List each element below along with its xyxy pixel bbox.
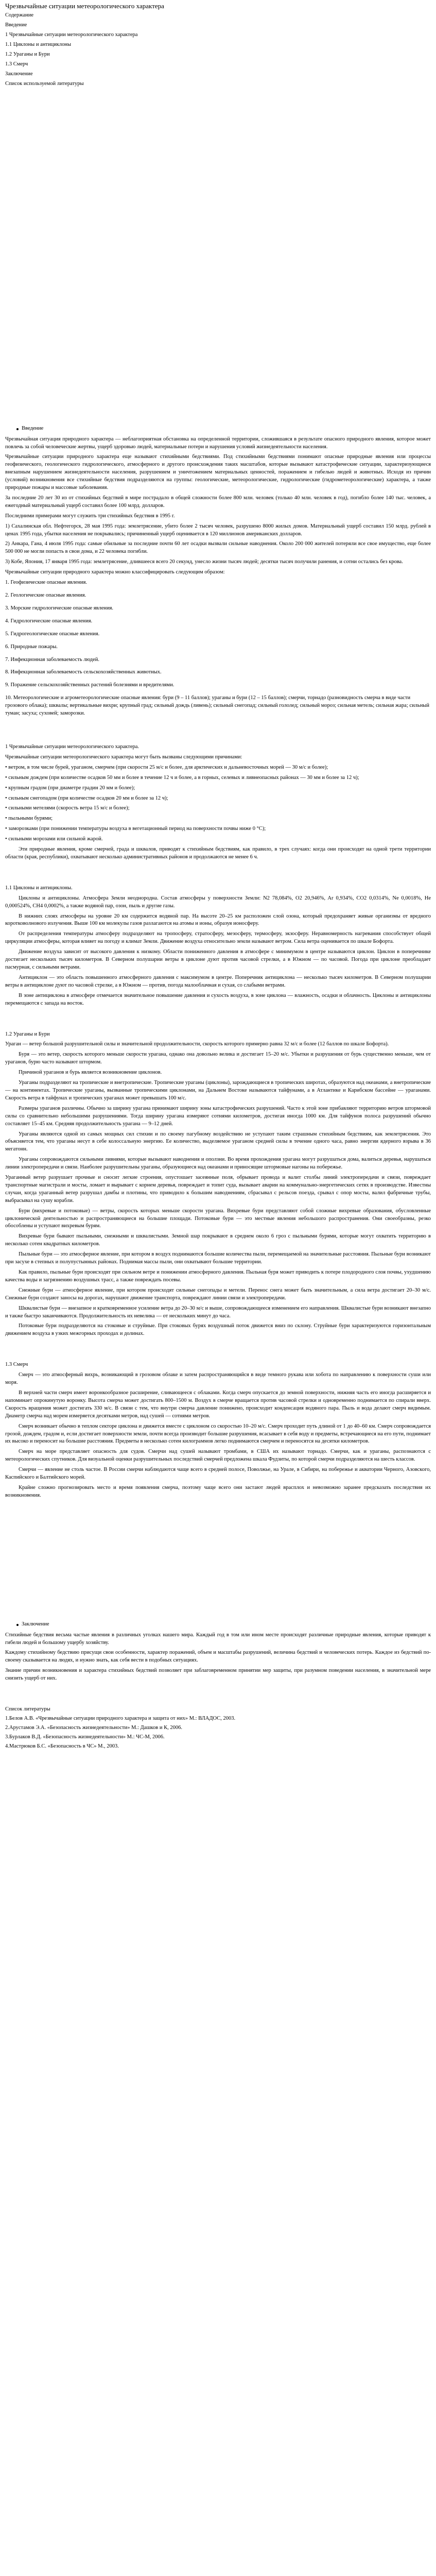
toc-item[interactable]: 1.2 Ураганы и Бури	[5, 52, 50, 58]
toc-item[interactable]: Заключение	[5, 71, 33, 77]
paragraph: Антициклон — это область повышенного атмосферного давления с максимумом в центре. Поперечник антициклона — несколько тысяч километров. В Северном полушарии ветры в антициклоне дуют по часовой стрелке, а в Южном — против, погода малооблачная и сухая, со слабыми ветрами.	[5, 974, 431, 988]
blank-space	[5, 95, 431, 425]
paragraph: Стихийные бедствия весьма частые явления в различных уголках нашего мира. Каждый год в том или ином месте происходят различные природные явления, которые приводят к гибели людей и большому ущербу хозяйству.	[5, 1632, 431, 1646]
paragraph: • крупным градом (при диаметре градин 20 мм и более);	[5, 785, 135, 791]
paragraph: Крайне сложно прогнозировать место и время появления смерча, поэтому чаще всего они застают людей врасплох и невозможно заранее предсказать последствия их возникновения.	[5, 1484, 431, 1498]
list-item: 5. Гидрогеологические опасные явления.	[5, 631, 100, 637]
paragraph: Ураганы являются одной из самых мощных сил стихии и по своему пагубному воздействию не уступают таким страшным стихийным бедствиям, как землетрясения. Это объясняется тем, что ураганы несут в себе колоссальную энергию. Ее количество, выделяемое ураганом средней силы в течение одного часа, равно энергии ядерного взрыва в 36 мегатонн.	[5, 1131, 431, 1153]
list-item: 8. Инфекционная заболеваемость сельскохозяйственных животных.	[5, 669, 162, 675]
paragraph: Каждому стихийному бедствию присущи свои особенности, характер поражений, объем и масштабы разрушений, величина бедствий и человеческих потерь. Каждое из бедствий по-своему сказывается на людях, и нужно знать, как себя вести в подобных ситуациях.	[5, 1650, 431, 1664]
paragraph: 2) Анкара, Гана, 4 июля 1995 года: самые обильные за последние почти 60 лет осадки вызвали сильные наводнения. Около 200 000 жителей потеряли все свое имущество, еще более 500 000 не могли попасть в свои дома, и 22 человека погибли.	[5, 541, 431, 555]
paragraph: Шквалистые бури — внезапное и кратковременное усиление ветра до 20–30 м/с и выше, сопровождающееся изменением его направления. Шквалистые бури возникают внезапно и также быстро заканчиваются. Продолжительность их невелика — от нескольких минут до часа.	[5, 1305, 431, 1319]
reference-item: 2.Арустамов Э.А. «Безопасность жизнедеятельности» М.: Дашков и К, 2006.	[5, 1724, 182, 1731]
list-item: 4. Гидрологические опасные явления.	[5, 618, 93, 624]
blank-space	[5, 1010, 431, 1031]
paragraph: Смерч на море представляет опасность для судов. Смерчи над сушей называют тромбами, в США их называют торнадо. Смерчи, как и ураганы, распознаются с метеорологических спутников. Для визуальной оценки разрушительных последствий смерчей предложена шкала Фудзиты, по которой смерчи подразделяются на шесть классов.	[5, 1449, 431, 1463]
paragraph: Буря — это ветер, скорость которого меньше скорости урагана, однако она довольно велика и достигает 15–20 м/с. Убытки и разрушения от бурь существенно меньше, чем от ураганов, бурю часто называют штормом.	[5, 1052, 431, 1065]
paragraph: 1) Сахалинская обл. Нефтегорск, 28 мая 1995 года: землетрясение, убито более 2 тысяч человек, разрушено 8000 жилых домов. Материальный ущерб составил 150 млрд. рублей в ценах 1995 года, убытки населения не покрывались; причиненный ущерб оценивается в 120 миллионов американских долларов.	[5, 523, 431, 537]
blank-space	[5, 1502, 431, 1621]
paragraph: • заморозками (при понижении температуры воздуха в вегетационный период на поверхности почвы ниже 0 °С);	[5, 826, 266, 832]
list-item: 7. Инфекционная заболеваемость людей.	[5, 656, 100, 663]
toc-item[interactable]: 1.3 Смерч	[5, 61, 28, 67]
paragraph: Размеры ураганов различны. Обычно за ширину урагана принимают ширину зоны катастрофических разрушений. Часто к этой зоне прибавляют территорию ветров штормовой силы со сравнительно небольшими разрушениями. Тогда ширину урагана измеряют сотнями километров, достигая иногда 1000 км. Для тайфунов полоса разрушений обычно составляет 15–45 км. Средняя продолжительность урагана — 9–12 дней.	[5, 1105, 431, 1127]
paragraph: За последние 20 лет 30 из от стихийных бедствий в мире пострадало в общей сложности более 800 млн. человек (только 40 млн. человек в год), погибло более 140 тыс. человек, а ежегодный материальный ущерб составил более 100 млрд. долларов.	[5, 495, 431, 509]
paragraph: Смерчи — явление не столь частое. В России смерчи наблюдаются чаще всего в средней полосе, Поволжье, на Урале, в Сибири, на побережье и акватории Черного, Азовского, Каспийского и Балтийского морей.	[5, 1467, 431, 1481]
paragraph: Потоковые бури подразделяются на стоковые и струйные. При стоковых бурях воздушный поток движется вниз по склону. Струйные бури характеризуются горизонтальным движением воздуха в узких межгорных проходах и долинах.	[5, 1323, 431, 1337]
paragraph: Ураганы сопровождаются сильными ливнями, которые вызывают наводнения и оползни. Во время прохождения урагана могут разрушаться дома, валиться деревья, нарушаться линии электропередачи и связи. Наиболее разрушительны ураганы, образующиеся над океанами и приносящие штормовые нагоны на побережье.	[5, 1157, 431, 1171]
paragraph: Смерч — это атмосферный вихрь, возникающий в грозовом облаке и затем распространяющийся в виде темного рукава или хобота по направлению к поверхности суши или моря.	[5, 1372, 431, 1386]
paragraph: Смерч возникает обычно в теплом секторе циклона и движется вместе с циклоном со скоростью 10–20 м/с. Смерч проходит путь длиной от 1 до 40–60 км. Смерч сопровождается грозой, дождем, градом и, если достигает поверхности земли, почти всегда производит большие разрушения, всасывает в себя воду и предметы, встречающиеся на его пути, поднимает их высоко и переносит на большие расстояния. Предметы в несколько сотен килограммов легко поднимаются смерчем и переносятся на десятки километров.	[5, 1423, 431, 1445]
paragraph: Знание причин возникновения и характера стихийных бедствий позволяет при заблаговременном принятии мер защиты, при разумном поведении населения, в значительной мере снизить ущерб от них.	[5, 1668, 431, 1682]
paragraph: Движение воздуха зависит от высокого давления к низкому. Области пониженного давления в атмосфере с минимумом в центре называются циклон. Циклон в поперечнике достигает нескольких тысяч километров. В Северном полушарии ветры в циклоне дуют против часовой стрелки, а в Южном — по часовой. Погода при циклоне преобладает пасмурная, с сильными ветрами.	[5, 949, 431, 971]
paragraph: Причиной ураганов и бурь является возникновение циклонов.	[19, 1070, 162, 1076]
toc-item[interactable]: Список используемой литературы	[5, 80, 84, 87]
bullet-icon	[16, 1624, 19, 1626]
paragraph: Чрезвычайные ситуации метеорологического характера могут быть вызваны следующими причинами:	[5, 754, 242, 760]
paragraph: • сильными морозами или сильной жарой.	[5, 836, 103, 842]
toc-item[interactable]: Введение	[5, 22, 27, 28]
toc-item[interactable]: 1.1 Циклоны и антициклоны	[5, 42, 72, 48]
paragraph: 3) Кобе, Япония, 17 января 1995 года: землетрясение, длившееся всего 20 секунд, унесло жизни тысяч людей; десятки тысяч получили ранения, и сотни остались без крова.	[5, 559, 403, 565]
document-title: Чрезвычайные ситуации метеорологического характера	[5, 2, 164, 10]
blank-space	[5, 1685, 431, 1706]
list-item: 9. Поражение сельскохозяйственных растений болезнями и вредителями.	[5, 682, 175, 688]
paragraph: Чрезвычайная ситуация природного характера — неблагоприятная обстановка на определенной территории, сложившаяся в результате опасного природного явления, которое может повлечь за собой человеческие жертвы, ущерб здоровью людей, материальные потери и нарушения условий жизнедеятельности населения.	[5, 436, 431, 450]
conclusion-heading	[5, 1621, 431, 1629]
reference-item: 1.Белов А.В. «Чрезвычайные ситуации природного характера и защита от них» М.: ВЛАДОС, 2003.	[5, 1716, 236, 1722]
blank-space	[5, 1341, 431, 1361]
paragraph: Ураганы подразделяют на тропические и внетропические. Тропические ураганы (циклоны), зарождающиеся в тропических широтах, образуются над океанами, а внетропические — на континентах. Тропические ураганы, вызванные тропическими циклонами, на Дальнем Востоке называются тайфунами, а в Атлантике и Карибском бассейне — ураганами. Скорость ветра в тайфунах и тропических ураганах может превышать 100 м/с.	[5, 1080, 431, 1101]
paragraph: Бури (вихревые и потоковые) — ветры, скорость которых меньше скорости урагана. Вихревые бури представляют собой сложные вихревые образования, обусловленные циклонической деятельностью и распространяющиеся на большие площади. Потоковые бури — это местные явления небольшого распространения. Они своеобразны, резко обособлены и уступают вихревым бурям.	[5, 1208, 431, 1229]
paragraph: Ураганный ветер разрушает прочные и сносит легкие строения, опустошает засеянные поля, обрывает провода и валит столбы линий электропередачи и связи, повреждает транспортные магистрали и мосты, ломает и вырывает с корнем деревья, повреждает и топит суда, вызывает аварии на коммунально-энергетических сетях в производстве. Известны случаи, когда ураганный ветер разрушал дамбы и плотины, что приводило к большим наводнениям, сбрасывал с рельсов поезда, срывал с опор мосты, валил фабричные трубы, выбрасывал на сушу корабли.	[5, 1175, 431, 1204]
paragraph: Пыльные бури — это атмосферное явление, при котором в воздух поднимаются большие количества пыли, перемещаемой на значительные расстояния. Пыльные бури возникают при засухе в степных и полупустынных районах. Поднимая массы пыли, они охватывают большие территории.	[5, 1251, 431, 1265]
reference-item: 3.Бурлаков В.Д. «Безопасность жизнедеятельности» М.: ЧС-М, 2006.	[5, 1734, 165, 1740]
paragraph: Чрезвычайные ситуации природного характера можно классифицировать следующим образом:	[5, 569, 225, 575]
blank-space	[5, 723, 431, 743]
paragraph: • пыльными бурями;	[5, 816, 53, 822]
paragraph: Последними примерами могут служить три стихийных бедствия в 1995 г.	[5, 513, 175, 519]
chapter-heading: 1 Чрезвычайные ситуации метеорологического характера.	[5, 743, 139, 750]
list-item: 3. Морские гидрологические опасные явления.	[5, 605, 114, 611]
section-heading: 1.3 Смерч	[5, 1362, 28, 1368]
paragraph: Как правило, пыльные бури происходят при сильном ветре и понижении атмосферного давления. Пыльная буря может приводить к потере плодородного слоя почвы, ухудшению качества воды и загрязнению воздушных трасс, а также повреждать посевы.	[5, 1269, 431, 1283]
paragraph: Ураган — ветер большой разрушительной силы и значительной продолжительности, скорость которого примерно равна 32 м/с и более (12 баллов по шкале Бофорта).	[5, 1041, 389, 1047]
intro-heading-text: Введение	[22, 425, 44, 431]
paragraph: • сильным снегопадом (при количестве осадков 20 мм и более за 12 ч);	[5, 795, 168, 801]
list-item: 6. Природные пожары.	[5, 643, 58, 650]
blank-space	[5, 864, 431, 885]
section-heading: 1.1 Циклоны и антициклоны.	[5, 885, 73, 891]
paragraph: В нижних слоях атмосферы на уровне 20 км содержится водяной пар. На высоте 20–25 км расположен слой озона, который предохраняет живые организмы от вредного коротковолнового излучения. Выше 100 км молекулы газов разлагаются на атомы и ионы, образуя ионосферу.	[5, 913, 431, 927]
paragraph: Циклоны и антициклоны. Атмосфера Земли неоднородна. Состав атмосферы у поверхности Земли: N2 78,084%, O2 20,946%, Ar 0,934%, CO2 0,0314%, Ne 0,0018%, He 0,000524%, CH4 0,0002%, а также водяной пар, озон, пыль и другие газы.	[5, 895, 431, 909]
paragraph: В зоне антициклона в атмосфере отмечается значительное повышение давления и сухость воздуха, в зоне циклона — влажность, осадки и облачность. Циклоны и антициклоны перемещаются с запада на восток.	[5, 992, 431, 1006]
list-item: 2. Геологические опасные явления.	[5, 592, 86, 599]
table-of-contents	[5, 12, 431, 88]
paragraph: • ветром, в том числе бурей, ураганом, смерчем (при скорости 25 м/с и более, для арктических и дальневосточных морей — 30 м/с и более);	[5, 764, 328, 770]
section-heading: 1.2 Ураганы и Бури	[5, 1031, 50, 1037]
paragraph: Снежные бури — атмосферное явление, при котором происходят сильные снегопады и метели. Перенос снега может быть значительным, а сила ветра достигает 20–30 м/с. Снежные бури создают заносы на дорогах, нарушают движение транспорта, повреждают линии связи и электропередачи.	[5, 1287, 431, 1301]
paragraph: От распределения температуры атмосферу подразделяют на тропосферу, стратосферу, мезосферу, термосферу, экзосферу. Неравномерность нагревания способствует общей циркуляции атмосферы, которая влияет на погоду и климат Земли. Движение воздуха относительно земли называют ветром. Сила ветра оценивается по шкале Бофорта.	[5, 931, 431, 945]
paragraph: Чрезвычайные ситуации природного характера еще называют стихийными бедствиями. Под стихийными бедствиями понимают опасные природные явления или процессы геофизического, геологического гидрологического, атмосферного и другого происхождения таких масштабов, которые вызывают катастрофические ситуации, характеризующиеся внезапным нарушением жизнедеятельности населения, разрушением и уничтожением материальных ценностей, поражением и гибелью людей и животных. Исходя из причин (условий) возникновения все стихийные бедствия подразделяются на группы: геологические, метеорологические, гидрологические (гидрометеорологические) характера, а также природные пожары и массовые заболевания.	[5, 454, 431, 491]
list-item: 1. Геофизические опасные явления.	[5, 580, 88, 586]
list-item: 10. Метеорологические и агрометеорологические опасные явления: бури (9 – 11 баллов); ураганы и бури (12 – 15 баллов); смерчи, торнадо (разновидность смерча в виде части грозового облака); шквалы; вертикальные вихри; крупный град; сильный дождь (ливень); сильный снегопад; сильный гололед; сильный мороз; сильная метель; сильная жара; сильный туман; засуха; суховей; заморозки.	[5, 695, 429, 717]
paragraph: Эти природные явления, кроме смерчей, града и шквалов, приводят к стихийным бедствиям, как правило, в трех случаях: когда они происходят на одной трети территории области (края, республики), охватывают несколько административных районов и продолжаются не менее 6 ч.	[5, 846, 431, 860]
references	[5, 1706, 431, 1751]
paragraph: • сильным дождем (при количестве осадков 50 мм и более в течение 12 ч и более, а в горных, селевых и ливнеопасных районах — 30 мм и более за 12 ч);	[5, 774, 359, 781]
paragraph: В верхней части смерч имеет воронкообразное расширение, сливающееся с облаками. Когда смерч опускается до земной поверхности, нижняя часть его иногда расширяется и напоминает опрокинутую воронку. Высота смерча может достигать 800–1500 м. Воздух в смерче вращается против часовой стрелки и одновременно поднимается по спирали вверх. Скорость вращения может достигать 330 м/с. В связи с тем, что внутри смерча давление понижено, происходит конденсация водяного пара. Пыль и вода делают смерч видимым. Диаметр смерча над морем измеряется десятками метров, над сушей — сотнями метров.	[5, 1389, 431, 1419]
paragraph: Вихревые бури бывают пыльными, снежными и шквалистыми. Земной шар покрывают в среднем около 6 гроз с пыльными бурями, которые могут охватить территорию в несколько сотен квадратных километров.	[5, 1233, 431, 1247]
intro-heading	[5, 425, 431, 433]
bullet-icon	[16, 428, 19, 430]
references-heading: Список литературы	[5, 1706, 50, 1713]
toc-item[interactable]: 1 Чрезвычайные ситуации метеорологического характера	[5, 32, 138, 38]
paragraph: • сильными метелями (скорость ветра 15 м/с и более);	[5, 805, 130, 811]
reference-item: 4.Мастрюков Б.С. «Безопасность в ЧС» М., 2003.	[5, 1743, 119, 1749]
conclusion-heading-text: Заключение	[22, 1621, 49, 1627]
toc-heading: Содержание	[5, 12, 34, 19]
